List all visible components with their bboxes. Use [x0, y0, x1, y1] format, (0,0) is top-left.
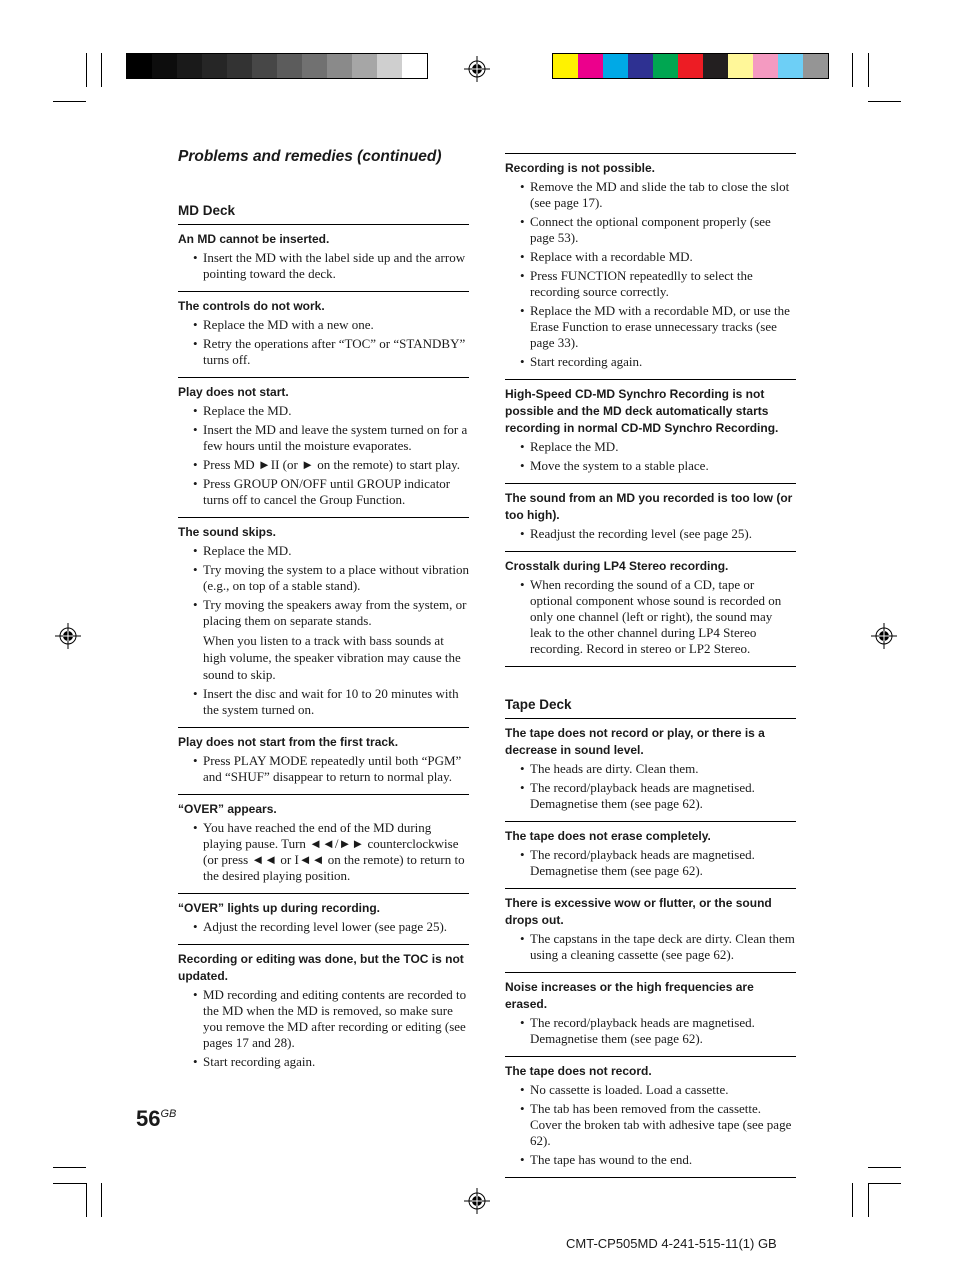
remedy-item: • Move the system to a stable place.: [505, 458, 796, 474]
remedy-item: • Start recording again.: [178, 1054, 469, 1070]
remedy-list: [178, 686, 469, 718]
problem-title: Play does not start.: [178, 385, 289, 399]
trouble-item: [178, 225, 469, 292]
remedy-item: • Remove the MD and slide the tab to close the slot (see page 17).: [505, 179, 796, 211]
problem-title: An MD cannot be inserted.: [178, 232, 330, 246]
remedy-list: [178, 543, 469, 629]
remedy-item: • Replace the MD.: [178, 543, 469, 559]
grey-calibration-bar: [126, 53, 428, 79]
page-suffix: GB: [160, 1108, 177, 1120]
color-swatch: [227, 54, 252, 78]
color-swatch: [127, 54, 152, 78]
problem-title: There is excessive wow or flutter, or the sound drops out.: [505, 896, 772, 927]
remedy-list: [178, 250, 469, 282]
problem-title: The controls do not work.: [178, 299, 325, 313]
registration-mark-left: [55, 623, 81, 649]
md-deck-heading: MD Deck: [178, 203, 469, 225]
remedy-item: • Press PLAY MODE repeatedly until both “PGM” and “SHUF” disappear to return to normal play.: [178, 753, 469, 785]
color-swatch: [703, 54, 728, 78]
remedy-item: • Replace the MD with a new one.: [178, 317, 469, 333]
md-deck-items: [178, 225, 469, 1079]
remedy-item: • Replace the MD.: [505, 439, 796, 455]
trouble-item: [505, 154, 796, 380]
remedy-list: [505, 439, 796, 474]
trouble-item: [178, 728, 469, 795]
color-swatch: [177, 54, 202, 78]
left-column: [178, 203, 469, 1079]
color-swatch: [553, 54, 578, 78]
trouble-item: [505, 822, 796, 889]
remedy-item: • MD recording and editing contents are recorded to the MD when the MD is removed, so make sure you remove the MD after recording or editing (see pages 17 and 28).: [178, 987, 469, 1051]
problem-title: “OVER” lights up during recording.: [178, 901, 381, 915]
trouble-item: [505, 719, 796, 822]
color-swatch: [302, 54, 327, 78]
color-swatch: [578, 54, 603, 78]
remedy-item: • The heads are dirty. Clean them.: [505, 761, 796, 777]
remedy-item: • Press FUNCTION repeatedlly to select the recording source correctly.: [505, 268, 796, 300]
color-swatch: [202, 54, 227, 78]
problem-title: The tape does not erase completely.: [505, 829, 711, 843]
problem-title: The sound skips.: [178, 525, 277, 539]
registration-mark-right: [871, 623, 897, 649]
remedy-item: • Adjust the recording level lower (see page 25).: [178, 919, 469, 935]
problem-title: High-Speed CD-MD Synchro Recording is not possible and the MD deck automatically starts recording in normal CD-MD Synchro Recording.: [505, 387, 779, 435]
remedy-list: [178, 987, 469, 1070]
remedy-list: [178, 820, 469, 884]
color-swatch: [778, 54, 803, 78]
problem-title: Noise increases or the high frequencies are erased.: [505, 980, 754, 1011]
md-deck-items-continued: [505, 154, 796, 667]
remedy-item: • Replace the MD with a recordable MD, or use the Erase Function to erase unnecessary tracks (see page 33).: [505, 303, 796, 351]
remedy-item: • Try moving the system to a place without vibration (e.g., on top of a stable stand).: [178, 562, 469, 594]
color-calibration-bar: [552, 53, 829, 79]
trouble-item: [505, 380, 796, 484]
tape-deck-heading: Tape Deck: [505, 697, 796, 719]
tape-deck-items: [505, 719, 796, 1178]
color-swatch: [753, 54, 778, 78]
remedy-item: • Replace the MD.: [178, 403, 469, 419]
color-swatch: [402, 54, 427, 78]
page-number: [136, 1106, 176, 1132]
registration-mark-top: [464, 56, 490, 82]
remedy-item: • Readjust the recording level (see page 25).: [505, 526, 796, 542]
color-swatch: [327, 54, 352, 78]
remedy-item: • Insert the MD with the label side up and the arrow pointing toward the deck.: [178, 250, 469, 282]
trouble-item: [178, 378, 469, 518]
trouble-item: [178, 518, 469, 728]
remedy-list: [178, 919, 469, 935]
remedy-item: • The record/playback heads are magnetised. Demagnetise them (see page 62).: [505, 780, 796, 812]
remedy-item: • The tape has wound to the end.: [505, 1152, 796, 1168]
color-swatch: [603, 54, 628, 78]
trouble-item: [505, 889, 796, 973]
problem-title: The sound from an MD you recorded is too low (or too high).: [505, 491, 793, 522]
running-head: Problems and remedies (continued): [178, 148, 442, 165]
footer-code: CMT-CP505MD 4-241-515-11(1) GB: [566, 1236, 777, 1251]
problem-title: Recording or editing was done, but the TOC is not updated.: [178, 952, 464, 983]
remedy-list: [505, 1015, 796, 1047]
color-swatch: [803, 54, 828, 78]
trouble-item: [178, 795, 469, 894]
color-swatch: [728, 54, 753, 78]
trouble-item: [505, 1057, 796, 1178]
remedy-item: • The capstans in the tape deck are dirty. Clean them using a cleaning cassette (see page 62).: [505, 931, 796, 963]
remedy-item: • Connect the optional component properly (see page 53).: [505, 214, 796, 246]
problem-title: “OVER” appears.: [178, 802, 277, 816]
remedy-item: • Press GROUP ON/OFF until GROUP indicator turns off to cancel the Group Function.: [178, 476, 469, 508]
color-swatch: [678, 54, 703, 78]
color-swatch: [628, 54, 653, 78]
trouble-item: [505, 484, 796, 552]
remedy-note: When you listen to a track with bass sounds at high volume, the speaker vibration may cause the sound to skip.: [203, 633, 461, 682]
problem-title: The tape does not record.: [505, 1064, 652, 1078]
page-number-value: 56: [136, 1106, 161, 1131]
remedy-item: • When recording the sound of a CD, tape or optional component whose sound is recorded on only one channel (left or right), the sound may leak to the other channel during LP4 Stereo recording. Record in stereo or LP2 Stereo.: [505, 577, 796, 657]
remedy-item: • Insert the disc and wait for 10 to 20 minutes with the system turned on.: [178, 686, 469, 718]
remedy-item: • No cassette is loaded. Load a cassette.: [505, 1082, 796, 1098]
trouble-item: [505, 552, 796, 667]
remedy-list: [505, 847, 796, 879]
remedy-item: • Retry the operations after “TOC” or “STANDBY” turns off.: [178, 336, 469, 368]
remedy-list: [505, 577, 796, 657]
remedy-item: • The record/playback heads are magnetised. Demagnetise them (see page 62).: [505, 1015, 796, 1047]
remedy-list: [505, 526, 796, 542]
remedy-list: [178, 403, 469, 508]
remedy-item: • The record/playback heads are magnetised. Demagnetise them (see page 62).: [505, 847, 796, 879]
right-column: [505, 153, 796, 1178]
remedy-list: [178, 753, 469, 785]
color-swatch: [252, 54, 277, 78]
remedy-list: [505, 1082, 796, 1168]
remedy-list: [178, 317, 469, 368]
remedy-item: • Insert the MD and leave the system turned on for a few hours until the moisture evaporates.: [178, 422, 469, 454]
remedy-list: [505, 179, 796, 370]
remedy-item: • Replace with a recordable MD.: [505, 249, 796, 265]
color-swatch: [653, 54, 678, 78]
trouble-item: [178, 945, 469, 1079]
registration-mark-bottom: [464, 1188, 490, 1214]
problem-title: Recording is not possible.: [505, 161, 656, 175]
remedy-item: • Press MD ►II (or ► on the remote) to start play.: [178, 457, 469, 473]
remedy-item: • You have reached the end of the MD during playing pause. Turn ◄◄/►► counterclockwise (or press ◄◄ or I◄◄ on the remote) to return to the desired playing position.: [178, 820, 469, 884]
problem-title: Play does not start from the first track.: [178, 735, 399, 749]
problem-title: The tape does not record or play, or there is a decrease in sound level.: [505, 726, 765, 757]
color-swatch: [152, 54, 177, 78]
color-swatch: [277, 54, 302, 78]
remedy-item: • Try moving the speakers away from the system, or placing them on separate stands.: [178, 597, 469, 629]
problem-title: Crosstalk during LP4 Stereo recording.: [505, 559, 729, 573]
trouble-item: [505, 973, 796, 1057]
remedy-list: [505, 931, 796, 963]
color-swatch: [352, 54, 377, 78]
trouble-item: [178, 894, 469, 945]
remedy-item: • The tab has been removed from the cassette. Cover the broken tab with adhesive tape (see page 62).: [505, 1101, 796, 1149]
remedy-list: [505, 761, 796, 812]
trouble-item: [178, 292, 469, 378]
remedy-item: • Start recording again.: [505, 354, 796, 370]
color-swatch: [377, 54, 402, 78]
